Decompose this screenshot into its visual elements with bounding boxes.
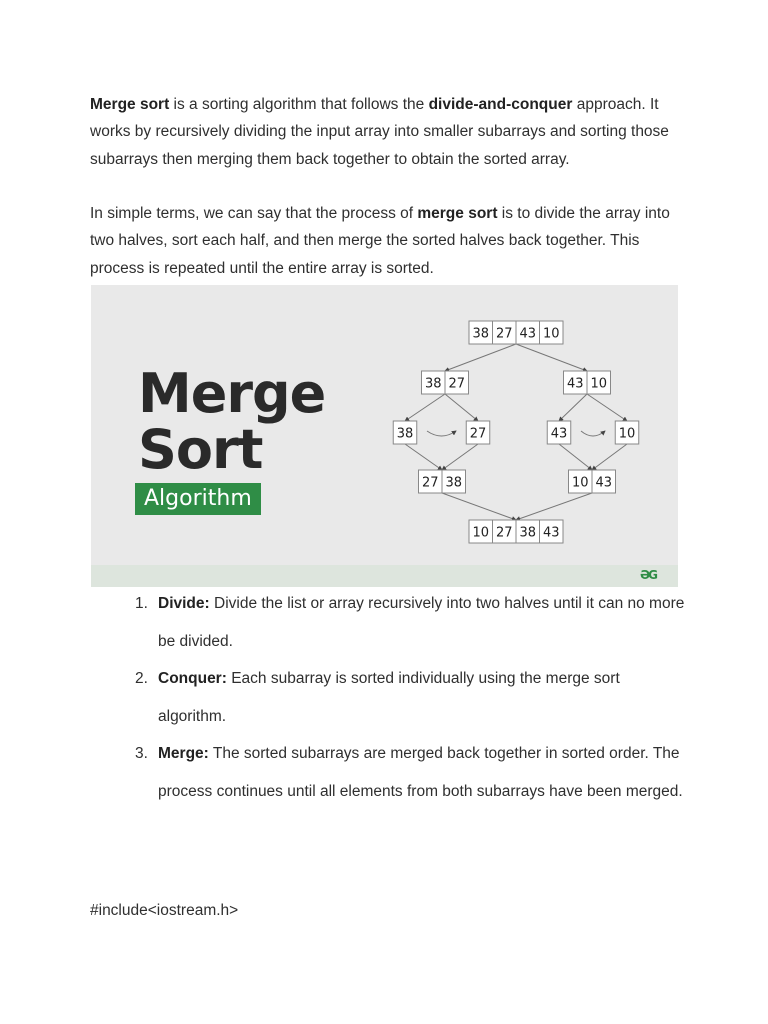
code-include-line: #include<iostream.h> xyxy=(90,902,239,919)
term-merge-sort: Merge sort xyxy=(90,96,170,113)
tree-cell-value: 27 xyxy=(448,376,466,392)
figure-algorithm-badge: Algorithm xyxy=(135,483,261,515)
tree-nodes xyxy=(393,321,639,543)
tree-node-level2 xyxy=(547,421,571,444)
tree-cell-value: 43 xyxy=(595,475,613,491)
step-number: 2. xyxy=(135,670,148,687)
list-item xyxy=(130,660,690,735)
tree-node-level2 xyxy=(615,421,639,444)
tree-cell-value: 43 xyxy=(542,525,560,541)
tree-edge xyxy=(516,344,587,371)
step-text: Each subarray is sorted individually using the merge sort algorithm. xyxy=(158,670,620,725)
tree-cell-value: 10 xyxy=(571,475,589,491)
tree-cell-value: 27 xyxy=(421,475,439,491)
tree-cell-value: 43 xyxy=(519,326,537,342)
tree-cell-value: 38 xyxy=(472,326,490,342)
tree-node-level2 xyxy=(393,421,417,444)
intro-text: approach. It works by recursively dividing the input array into smaller subarrays and sorting those subarrays then merging them back together to obtain the sorted array. xyxy=(90,96,669,168)
tree-edge xyxy=(445,344,516,371)
steps-list xyxy=(130,585,690,810)
merge-sort-figure xyxy=(91,285,678,587)
list-item xyxy=(130,585,690,660)
tree-edge xyxy=(559,444,592,470)
tree-edge xyxy=(405,394,445,421)
tree-node-result xyxy=(469,520,563,543)
term-merge-sort: merge sort xyxy=(417,205,498,222)
compare-arrow xyxy=(581,431,605,436)
tree-cell-value: 38 xyxy=(396,426,414,442)
list-item xyxy=(130,735,690,810)
tree-cell-value: 10 xyxy=(590,376,608,392)
tree-edge xyxy=(592,444,627,470)
step-label: Conquer: xyxy=(158,670,227,687)
tree-edge xyxy=(442,493,516,520)
tree-edge xyxy=(442,444,478,470)
tree-edge xyxy=(405,444,442,470)
tree-cell-value: 38 xyxy=(519,525,537,541)
tree-cell-value: 27 xyxy=(495,326,513,342)
gfg-logo-icon: ƏG xyxy=(639,568,656,582)
tree-node-level1-right xyxy=(564,371,611,394)
step-text: The sorted subarrays are merged back together in sorted order. The process continues until all elements from both subarrays have been merged. xyxy=(158,745,683,800)
tree-node-root xyxy=(469,321,563,344)
tree-node-level3-right xyxy=(569,470,616,493)
step-number: 3. xyxy=(135,745,148,762)
intro-text: In simple terms, we can say that the process of xyxy=(90,205,418,222)
tree-cell-value: 43 xyxy=(566,376,584,392)
term-divide-and-conquer: divide-and-conquer xyxy=(428,96,573,113)
step-label: Divide: xyxy=(158,595,210,612)
tree-cell-value: 10 xyxy=(618,426,636,442)
step-number: 1. xyxy=(135,595,148,612)
tree-edge xyxy=(445,394,478,421)
tree-node-level2 xyxy=(466,421,490,444)
tree-cell-value: 27 xyxy=(469,426,487,442)
figure-title-sort: Sort xyxy=(138,418,263,481)
intro-text: is to divide the array into two halves, sort each half, and then merge the sorted halves back together. This process is repeated until the entire array is sorted. xyxy=(90,205,670,277)
tree-cell-value: 27 xyxy=(495,525,513,541)
tree-cell-value: 38 xyxy=(445,475,463,491)
tree-edge xyxy=(516,493,592,520)
intro-paragraph-2 xyxy=(90,200,690,282)
tree-edges xyxy=(405,344,627,520)
tree-edge xyxy=(587,394,627,421)
tree-cell-value: 43 xyxy=(550,426,568,442)
tree-cell-value: 10 xyxy=(472,525,490,541)
figure-footer-strip xyxy=(91,565,678,587)
tree-node-level3-left xyxy=(419,470,466,493)
tree-node-level1-left xyxy=(422,371,469,394)
step-label: Merge: xyxy=(158,745,209,762)
compare-arrow xyxy=(427,431,456,436)
intro-text: is a sorting algorithm that follows the xyxy=(169,96,429,113)
step-text: Divide the list or array recursively into two halves until it can no more be divided. xyxy=(158,595,685,650)
intro-paragraph-1 xyxy=(90,91,690,173)
merge-sort-tree-diagram xyxy=(91,285,678,565)
figure-title-merge: Merge xyxy=(138,362,326,425)
tree-edge xyxy=(559,394,587,421)
tree-cell-value: 38 xyxy=(424,376,442,392)
tree-cell-value: 10 xyxy=(542,326,560,342)
